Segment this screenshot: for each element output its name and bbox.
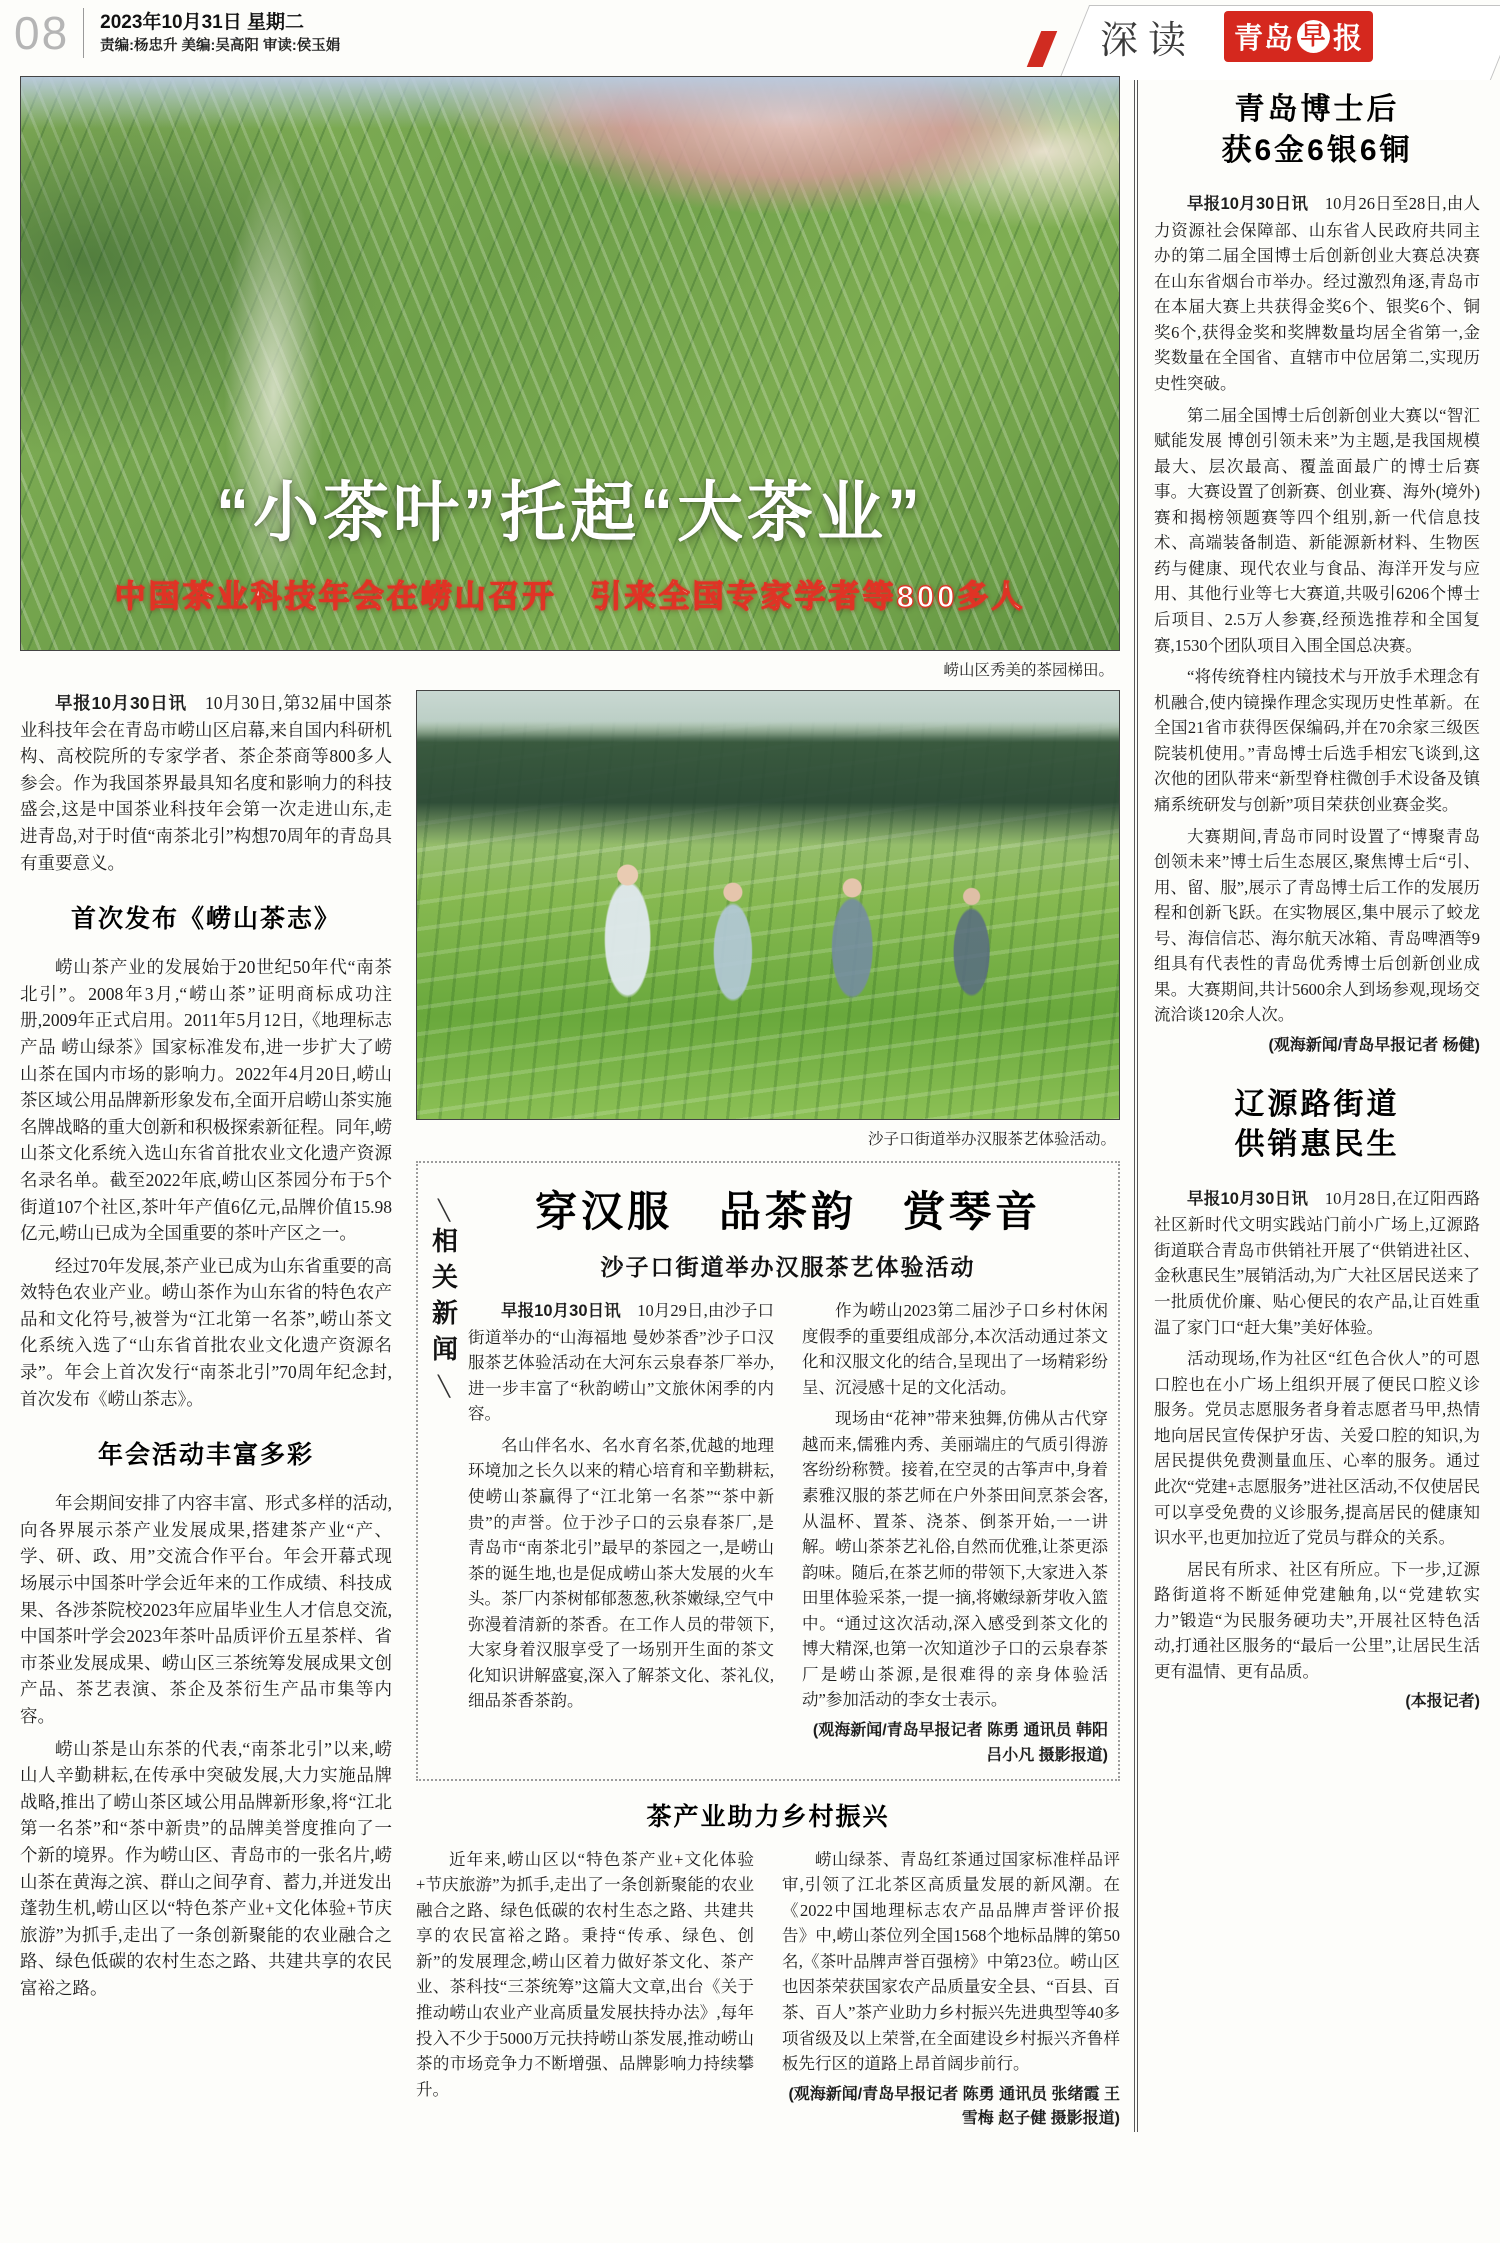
related-news-label-text: 相关新闻 <box>428 1227 459 1371</box>
paragraph: 崂山茶是山东茶的代表,“南茶北引”以来,崂山人辛勤耕耘,在传承中突破发展,大力实施品牌战略,推出了崂山茶区域公用品牌新形象,将“江北第一名茶”和“茶中新贵”的品牌美誉度推向了一个新的境界。作为崂山区、青岛市的一张名片,崂山茶在黄海之滨、群山之间孕育、蓄力,并迸发出蓬勃生机,崂山区以“特色茶产业+文化体验+节庆旅游”为抓手,走出了一条创新聚能的农业融合之路、绿色低碳的农村生态之路、共建共享的农民富裕之路。 <box>20 1738 392 1998</box>
paragraph: 居民有所求、社区有所应。下一步,辽源路街道将不断延伸党建触角,以“党建软实力”锻造“为民服务硬功夫”,开展社区特色活动,打通社区服务的“最后一公里”,让居民生活更有温情、更有品质。 <box>1154 1559 1480 1681</box>
main-subheadline: 中国茶业科技年会在崂山召开 引来全国专家学者等800多人 <box>114 579 1026 614</box>
byline: (观海新闻/青岛早报记者 杨健) <box>1268 1037 1480 1054</box>
editors-line: 责编:杨忠升 美编:吴高阳 审读:侯玉娟 <box>100 38 341 55</box>
main-section <box>20 76 1120 2132</box>
masthead-text: 报 <box>1333 23 1364 55</box>
label-mark-top: ╲ <box>437 1200 451 1222</box>
label-mark-bottom: ╲ <box>437 1376 451 1398</box>
masthead-logo <box>1224 11 1373 62</box>
article-headline: 辽源路街道 供销惠民生 <box>1234 1087 1400 1162</box>
byline: (观海新闻/青岛早报记者 陈勇 通讯员 张绪霞 王雪梅 赵子健 摄影报道) <box>788 2085 1120 2128</box>
paragraph: 早报10月30日讯 10月29日,由沙子口街道举办的“山海福地 曼妙茶香”沙子口汉服茶艺体验活动在大河东云泉春茶厂举办,进一步丰富了“秋韵崂山”文旅休闲季的内容。 <box>468 1301 774 1424</box>
masthead-text: 青岛 <box>1234 23 1295 55</box>
byline: (本报记者) <box>1405 1693 1480 1711</box>
hero-photo-caption: 崂山区秀美的茶园梯田。 <box>943 662 1114 679</box>
hanfu-tea-photo <box>416 690 1120 1120</box>
header-divider <box>83 8 84 58</box>
paragraph: “将传统脊柱内镜技术与开放手术理念有机融合,使内镜操作理念实现历史性革新。在全国21省市获得医保编码,并在70余家三级医院装机使用。”青岛博士后选手相宏飞谈到,这次他的团队带来“新型脊柱微创手术设备及镇痛系统研发与创新”项目荣获创业赛金奖。 <box>1154 667 1480 814</box>
page-number: 08 <box>14 7 70 59</box>
liyuan-road-article <box>1154 1085 1480 1715</box>
hanfu-photo-caption: 沙子口街道举办汉服茶艺体验活动。 <box>867 1131 1116 1148</box>
page-header <box>0 0 1500 62</box>
publication-date: 2023年10月31日 星期二 <box>100 11 304 33</box>
masthead-emblem: 早 <box>1297 20 1330 53</box>
section-heading: 茶产业助力乡村振兴 <box>646 1802 890 1831</box>
paragraph: 名山伴名水、名水育名茶,优越的地理环境加之长久以来的精心培育和辛勤耕耘,使崂山茶赢得了“江北第一名茶”“茶中新贵”的声誉。位于沙子口的云泉春茶厂,是青岛市“南茶北引”最早的茶园之一,是崂山茶的诞生地,也是促成崂山茶大发展的火车头。茶厂内茶树郁郁葱葱,秋茶嫩绿,空气中弥漫着清新的茶香。在工作人员的带领下,大家身着汉服享受了一场别开生面的茶文化知识讲解盛宴,深入了解茶文化、茶礼仪,细品茶香茶韵。 <box>468 1435 774 1711</box>
paragraph: 崂山茶产业的发展始于20世纪50年代“南茶北引”。2008年3月,“崂山茶”证明商标成功注册,2009年正式启用。2011年5月12日,《地理标志产品 崂山绿茶》国家标准发布,进一步扩大了崂山茶在国内市场的影响力。2022年4月20日,崂山茶区域公用品牌新形象发布,全面开启崂山茶实施名牌战略的重大创新和积极探索新征程。同年,崂山茶文化系统入选山东省首批农业文化遗产资源名录名单。截至2022年底,崂山区茶园分布于5个街道107个社区,茶叶年产值6亿元,品牌价值15.98亿元,崂山已成为全国重要的茶叶产区之一。 <box>20 957 392 1244</box>
paragraph: 早报10月30日讯 10月26日至28日,由人力资源社会保障部、山东省人民政府共同主办的第二届全国博士后创新创业大赛总决赛在山东省烟台市举办。经过激烈角逐,青岛市在本届大赛上共获得金奖6个、银奖6个、铜奖6个,获得金奖和奖牌数量均居全省第一,金奖数量在全国省、直辖市中位居第二,实现历史性突破。 <box>1154 194 1480 393</box>
section-banner <box>1040 5 1480 61</box>
related-headline: 穿汉服 品茶韵 赏琴音 <box>534 1188 1041 1235</box>
paragraph: 第二届全国博士后创新创业大赛以“智汇赋能发展 博创引领未来”为主题,是我国规模最大、层次最高、覆盖面最广的博士后赛事。大赛设置了创新赛、创业赛、海外(境外)赛和揭榜领题赛等四个组别,新一代信息技术、高端装备制造、新能源新材料、生物医药与健康、现代农业与食品、海洋开发与应用、其他行业等七大赛道,共吸引6206个博士后项目、2.5万人参赛,经预选推荐和全国复赛,1530个团队项目入围全国总决赛。 <box>1154 405 1480 655</box>
paragraph: 近年来,崂山区以“特色茶产业+文化体验+节庆旅游”为抓手,走出了一条创新聚能的农业融合之路、绿色低碳的农村生态之路、共建共享的农民富裕之路。秉持“传承、绿色、创新”的发展理念,崂山区着力做好茶文化、茶产业、茶科技“三茶统筹”这篇大文章,出台《关于推动崂山农业产业高质量发展扶持办法》,每年投入不少于5000万元扶持崂山茶发展,推动崂山茶的市场竞争力不断增强、品牌影响力持续攀升。 <box>416 1849 754 2099</box>
dateline: 早报10月30日讯 <box>55 693 187 713</box>
section-heading: 年会活动丰富多彩 <box>97 1441 314 1470</box>
dateline: 早报10月30日讯 <box>1187 1189 1309 1208</box>
paragraph: 大赛期间,青岛市同时设置了“博聚青岛 创领未来”博士后生态展区,聚焦博士后“引、用、留、服”,展示了青岛博士后工作的发展历程和创新飞跃。在实物展区,集中展示了蛟龙号、海信信芯、海尔航天冰箱、青岛啤酒等9组具有代表性的青岛优秀博士后创新创业成果。大赛期间,共计5600余人到场参观,现场交流洽谈120余人次。 <box>1154 826 1480 1025</box>
article-headline: 青岛博士后 获6金6银6铜 <box>1221 93 1413 167</box>
main-headline: “小茶叶”托起“大茶业” <box>216 475 924 549</box>
paragraph: 早报10月30日讯 10月30日,第32届中国茶业科技年会在青岛市崂山区启幕,来自国内科研机构、高校院所的专家学者、茶企茶商等800多人参会。作为我国茶界最具知名度和影响力的科技盛会,这是中国茶业科技年会第一次走进山东,走进青岛,对于时值“南茶北引”构想70周年的青岛具有重要意义。 <box>20 693 393 873</box>
rural-article-body <box>416 1847 1120 2133</box>
related-article-body <box>468 1298 1108 1769</box>
paragraph: 活动现场,作为社区“红色合伙人”的可恩口腔也在小广场上组织开展了便民口腔义诊服务。党员志愿服务者身着志愿者马甲,热情地向居民宣传保护牙齿、关爱口腔的知识,为居民提供免费测量血压、心率的服务。通过此次“党建+志愿服务”进社区活动,不仅使居民可以享受免费的义诊服务,提高居民的健康知识水平,也更加拉近了党员与群众的关系。 <box>1154 1349 1480 1548</box>
byline: (观海新闻/青岛早报记者 陈勇 通讯员 韩阳 吕小凡 摄影报道) <box>812 1722 1108 1764</box>
rural-revitalization-article <box>416 1797 1120 2133</box>
postdoc-article <box>1154 90 1480 1059</box>
hero-photo <box>20 76 1120 651</box>
tea-terraces-photo <box>21 77 1119 650</box>
related-subheadline: 沙子口街道举办汉服茶艺体验活动 <box>600 1254 976 1280</box>
related-news-label <box>424 1175 464 1769</box>
paragraph: 年会期间安排了内容丰富、形式多样的活动,向各界展示茶产业发展成果,搭建茶产业“产、学、研、政、用”交流合作平台。年会开幕式现场展示中国茶叶学会近年来的工作成绩、科技成果、各涉茶院校2023年应届毕业生人才信息交流,中国茶叶学会2023年茶叶品质评价五星茶样、省市茶业发展成果、崂山区三茶统筹发展成果文创产品、茶艺表演、茶企及茶衍生产品市集等内容。 <box>20 1493 392 1726</box>
right-column <box>1134 76 1480 2132</box>
paragraph: 经过70年发展,茶产业已成为山东省重要的高效特色农业产业。崂山茶作为山东省的特色农产品和文化符号,被誉为“江北第一名茶”,崂山茶文化系统入选了“山东省首批农业文化遗产资源名录”。年会上首次发行“南茶北引”70周年纪念封,首次发布《崂山茶志》。 <box>20 1255 392 1409</box>
section-label: 深读 <box>1100 20 1197 62</box>
date-block <box>100 11 340 56</box>
dateline: 早报10月30日讯 <box>501 1302 621 1320</box>
middle-column <box>416 690 1120 2132</box>
paragraph: 早报10月30日讯 10月28日,在辽阳西路社区新时代文明实践站门前小广场上,辽源路街道联合青岛市供销社开展了“供销进社区、金秋惠民生”展销活动,为广大社区居民送来了一批质优价廉、贴心便民的农产品,让百姓重温了家门口“赶大集”美好体验。 <box>1154 1188 1480 1337</box>
lead-article <box>20 690 392 2008</box>
related-news-box <box>416 1161 1120 1781</box>
paragraph: 现场由“花神”带来独舞,仿佛从古代穿越而来,儒雅内秀、美丽端庄的气质引得游客纷纷称赞。接着,在空灵的古筝声中,身着素雅汉服的茶艺师在户外茶田间烹茶会客,从温杯、置茶、浇茶、倒茶开始,一一讲解。崂山茶茶艺礼俗,自然而优雅,让茶更添韵味。随后,在茶艺师的带领下,大家进入茶田里体验采茶,一提一摘,将嫩绿新芽收入篮中。“通过这次活动,深入感受到茶文化的博大精深,也第一次知道沙子口的云泉春茶厂是崂山茶源,是很难得的亲身体验活动”参加活动的李女士表示。 <box>802 1409 1108 1710</box>
dateline: 早报10月30日讯 <box>1187 195 1309 213</box>
paragraph: 崂山绿茶、青岛红茶通过国家标准样品评审,引领了江北茶区高质量发展的新风潮。在《2022中国地理标志农产品品牌声誉评价报告》中,崂山茶位列全国1568个地标品牌的第50名,《茶叶品牌声誉百强榜》中第23位。崂山区也因茶荣获国家农产品质量安全县、“百县、百茶、百人”茶产业助力乡村振兴先进典型等40多项省级及以上荣誉,在全面建设乡村振兴齐鲁样板先行区的道路上昂首阔步前行。 <box>782 1849 1120 2074</box>
section-heading: 首次发布《崂山茶志》 <box>70 905 341 934</box>
page-content <box>0 62 1500 2132</box>
paragraph: 作为崂山2023第二届沙子口乡村休闲度假季的重要组成部分,本次活动通过茶文化和汉服文化的结合,呈现出了一场精彩纷呈、沉浸感十足的文化活动。 <box>802 1301 1108 1397</box>
